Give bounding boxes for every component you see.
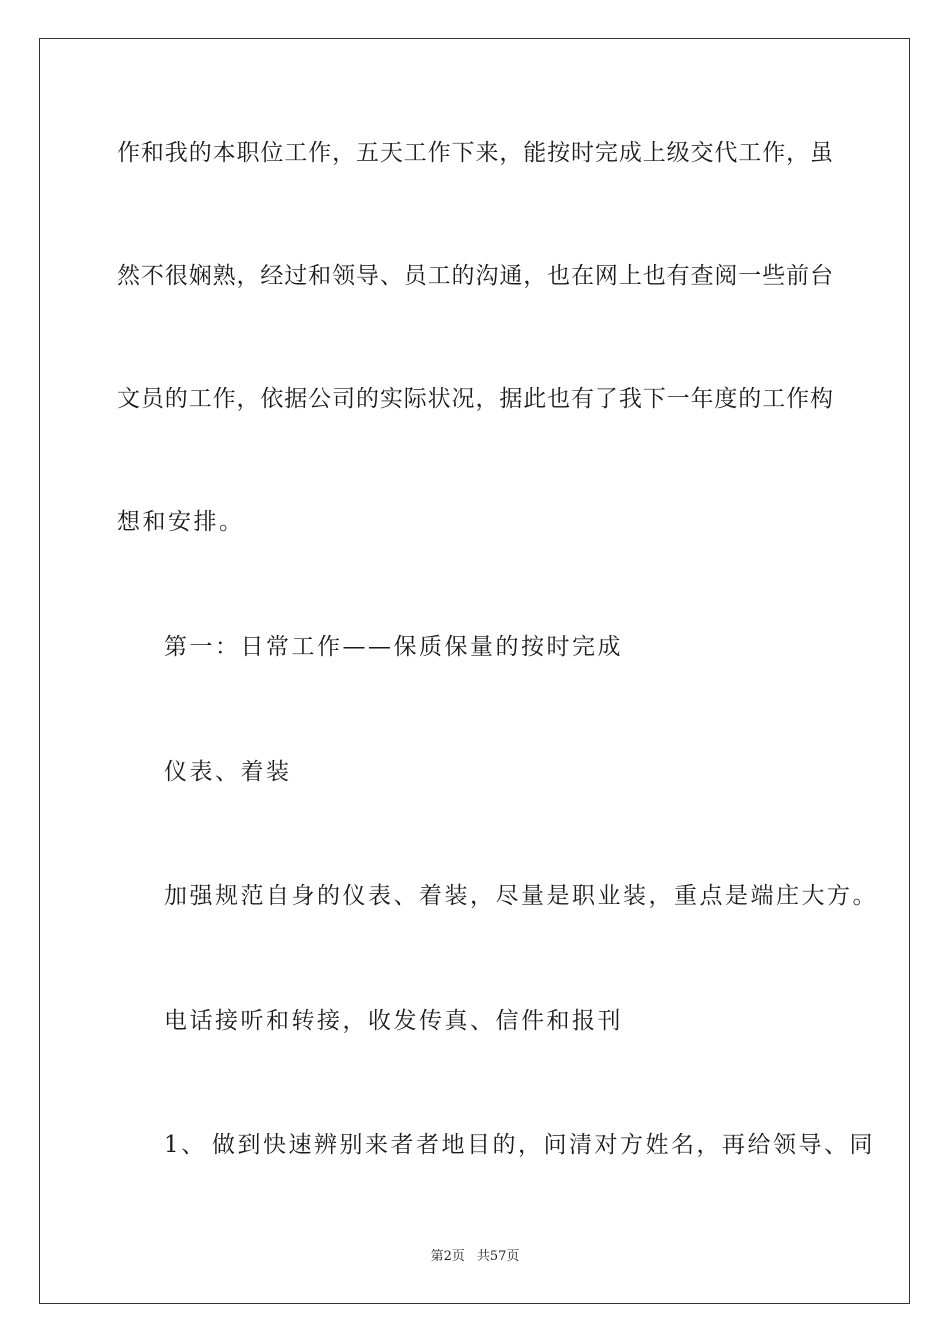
page-footer	[0, 1248, 950, 1266]
paragraph-line-1: 作和我的本职位工作，五天工作下来，能按时完成上级交代工作，虽	[117, 140, 833, 166]
paragraph-line-2: 然不很娴熟，经过和领导、员工的沟通，也在网上也有查阅一些前台	[117, 263, 833, 289]
item-number: 1、	[164, 1132, 207, 1158]
appearance-item: 加强规范自身的仪表、着装，尽量是职业装，重点是端庄大方。	[164, 883, 878, 909]
numbered-item	[164, 1130, 875, 1160]
page-number: 第2页	[430, 1249, 465, 1264]
item-text: 做到快速辨别来者者地目的，问清对方姓名，再给领导、同	[212, 1132, 875, 1158]
page-total: 共57页	[476, 1249, 520, 1264]
paragraph-line-4: 想和安排。	[117, 509, 245, 535]
section-heading: 第一：日常工作——保质保量的按时完成	[164, 634, 623, 660]
paragraph-line-3: 文员的工作，依据公司的实际状况，据此也有了我下一年度的工作构	[117, 386, 833, 412]
subheading-appearance: 仪表、着装	[164, 759, 292, 785]
subheading-phone: 电话接听和转接，收发传真、信件和报刊	[164, 1008, 623, 1034]
page-border	[39, 38, 910, 1304]
